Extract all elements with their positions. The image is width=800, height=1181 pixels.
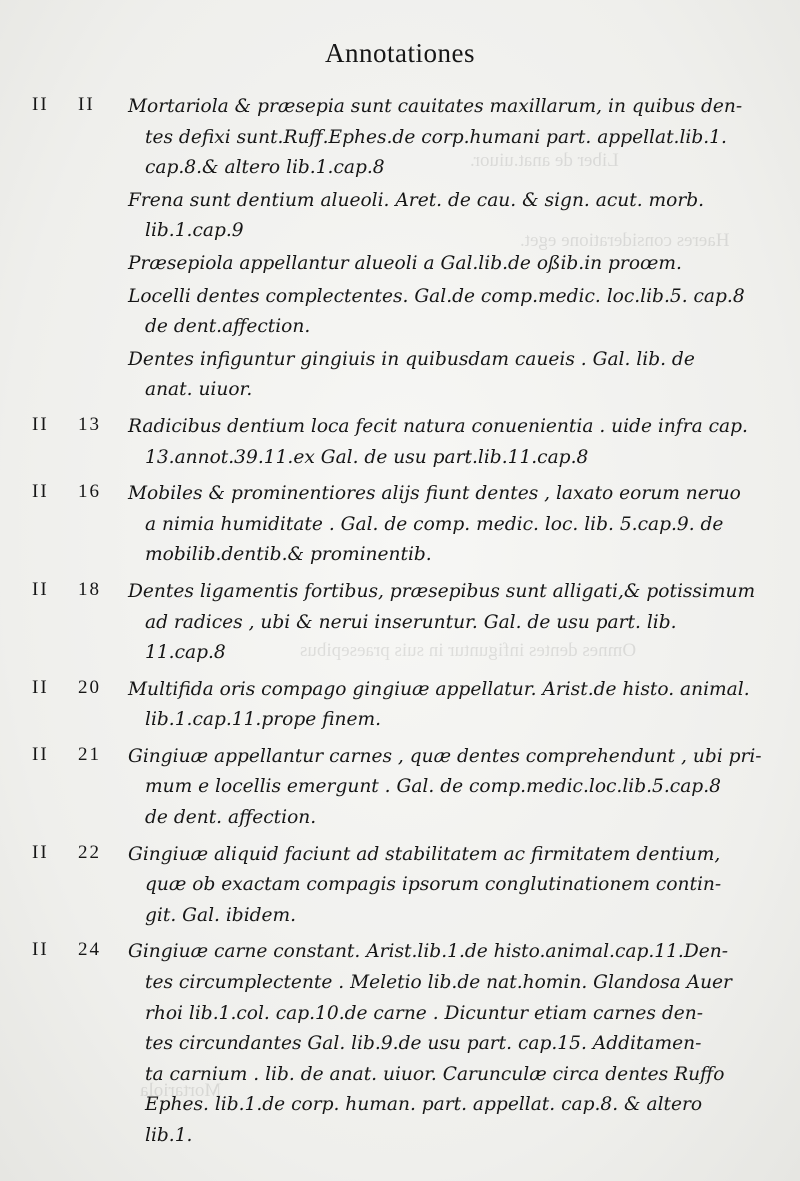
text-line: lib.1.cap.11.prope finem. (145, 709, 382, 731)
text-line: Mortariola & præsepia sunt cauitates maxillarum, in quibus den- (128, 96, 743, 117)
text-line: ad radices , ubi & nerui inseruntur. Gal. de usu part. lib. (145, 611, 677, 633)
text-line: quæ ob exactam compagis ipsorum conglutinationem contin- (145, 874, 722, 896)
annotation-paragraph (128, 345, 772, 406)
annotation-entry (32, 577, 772, 669)
text-line: a nimia humiditate . Gal. de comp. medic. loc. lib. 5.cap.9. de (145, 513, 724, 535)
text-line: rhoi lib.1.col. cap.10.de carne . Dicuntur etiam carnes den- (145, 1002, 704, 1024)
text-line: de dent. affection. (145, 807, 317, 829)
annotation-entry (32, 742, 772, 834)
text-line: cap.8.& altero lib.1.cap.8 (145, 157, 385, 179)
text-line: lib.1. (145, 1125, 193, 1146)
show-through-texture: Haeres consideratione eget. (520, 230, 730, 251)
text-line: Dentes infiguntur gingiuis in quibusdam caueis . Gal. lib. de (128, 348, 695, 370)
chapter-number: II (32, 676, 49, 698)
annotation-entry (32, 479, 772, 571)
text-line: Gingiuæ carne constant. Arist.lib.1.de histo.animal.cap.11.Den- (128, 941, 729, 963)
text-line: tes circundantes Gal. lib.9.de usu part. cap.15. Additamen- (145, 1033, 702, 1055)
annotation-paragraph (128, 742, 772, 834)
line-number: 20 (78, 676, 101, 698)
text-line: tes defixi sunt.Ruff.Ephes.de corp.humani part. appellat.lib.1. (145, 126, 727, 148)
text-line: Gingiuæ aliquid faciunt ad stabilitatem ac firmitatem dentium, (128, 843, 721, 865)
text-line: Præsepiola appellantur alueoli a Gal.lib.de oßib.in proœm. (128, 252, 682, 274)
text-line: mum e locellis emergunt . Gal. de comp.medic.loc.lib.5.cap.8 (145, 776, 721, 798)
annotation-entry (32, 937, 772, 1151)
text-line: Mobiles & prominentiores alijs fiunt dentes , laxato eorum neruo (128, 483, 741, 505)
annotation-entry (32, 92, 772, 406)
line-number: 24 (78, 939, 101, 961)
text-line: mobilib.dentib.& prominentib. (145, 544, 432, 566)
text-line: ta carnium . lib. de anat. uiuor. Carunculæ circa dentes Ruffo (145, 1063, 725, 1085)
annotation-paragraph (128, 479, 772, 571)
annotation-paragraph (128, 412, 772, 473)
show-through-texture: Omnes dentes infiguntur in suis praesepibus (300, 640, 637, 661)
text-line: Ephes. lib.1.de corp. human. part. appellat. cap.8. & altero (145, 1094, 703, 1116)
text-line: Radicibus dentium loca fecit natura conuenientia . uide infra cap. (128, 415, 748, 437)
chapter-number: II (32, 94, 49, 115)
chapter-number: II (32, 413, 49, 435)
annotation-paragraph (128, 577, 772, 669)
text-line: git. Gal. ibidem. (145, 904, 297, 926)
text-line: anat. uiuor. (145, 379, 253, 401)
line-number: 18 (78, 578, 101, 600)
annotation-paragraph (128, 249, 772, 280)
annotation-paragraph (128, 937, 772, 1151)
chapter-number: II (32, 939, 49, 961)
text-line: Dentes ligamentis fortibus, præsepibus sunt alligati,& potissimum (128, 580, 756, 602)
chapter-number: II (32, 578, 49, 600)
annotation-paragraph (128, 282, 772, 343)
line-number: 22 (78, 841, 101, 863)
show-through-texture: Mortariola (140, 1080, 222, 1101)
annotation-paragraph (128, 186, 772, 247)
annotation-list (32, 92, 772, 1158)
text-line: 11.cap.8 (145, 642, 226, 664)
text-line: Gingiuæ appellantur carnes , quæ dentes comprehendunt , ubi pri- (128, 745, 762, 767)
page-title: Annotationes (325, 38, 475, 68)
chapter-number: II (32, 481, 49, 503)
text-line: lib.1.cap.9 (145, 220, 244, 242)
show-through-texture: Liber de anat.uiuor. (470, 150, 619, 171)
annotation-paragraph (128, 840, 772, 932)
annotation-entry (32, 840, 772, 932)
line-number: II (78, 94, 95, 115)
text-line: Frena sunt dentium alueoli. Aret. de cau. & sign. acut. morb. (128, 189, 705, 211)
annotation-paragraph (128, 92, 772, 184)
chapter-number: II (32, 841, 49, 863)
line-number: 13 (78, 413, 101, 435)
text-line: tes circumplectente . Meletio lib.de nat.homin. Glandosa Auer (145, 972, 732, 994)
annotation-entry (32, 675, 772, 736)
text-line: Locelli dentes complectentes. Gal.de comp.medic. loc.lib.5. cap.8 (128, 285, 745, 307)
text-line: de dent.affection. (145, 316, 311, 338)
line-number: 16 (78, 481, 101, 503)
annotation-entry (32, 412, 772, 473)
line-number: 21 (78, 743, 101, 765)
chapter-number: II (32, 743, 49, 765)
text-line: 13.annot.39.11.ex Gal. de usu part.lib.11.cap.8 (145, 446, 589, 468)
text-line: Multifida oris compago gingiuæ appellatur. Arist.de histo. animal. (128, 678, 750, 700)
annotation-paragraph (128, 675, 772, 736)
